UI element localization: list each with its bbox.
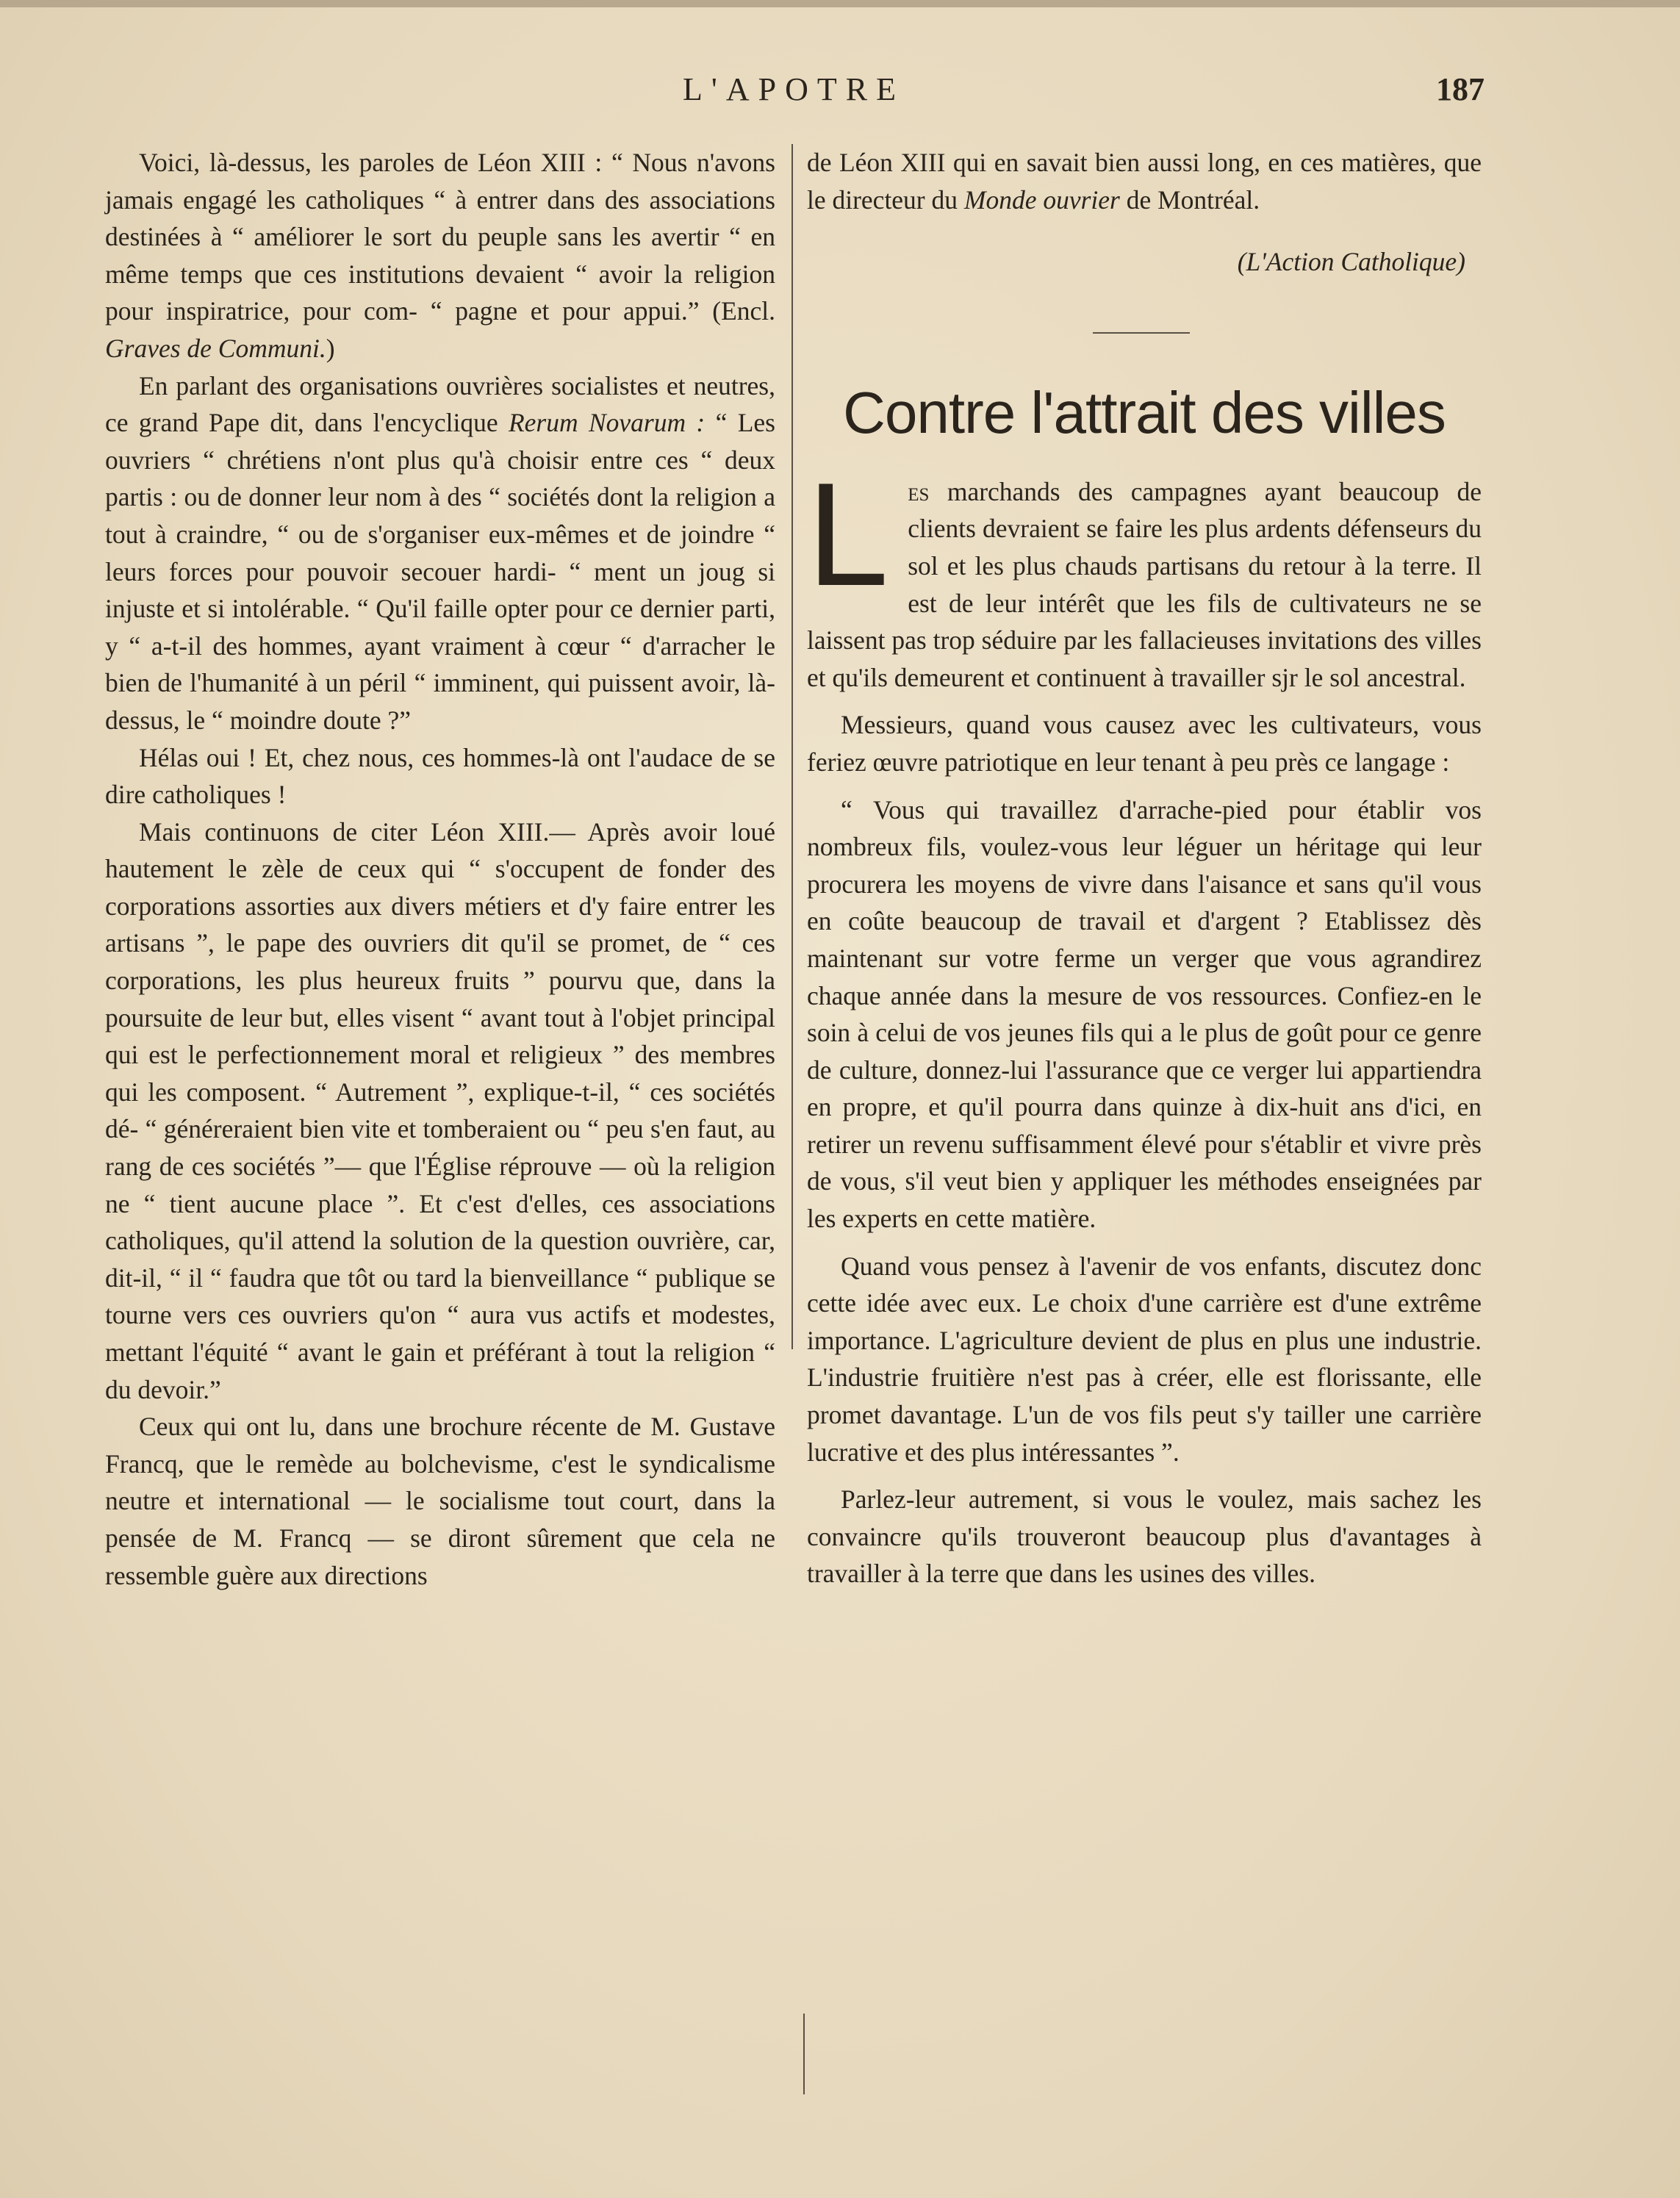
paragraph: Parlez-leur autrement, si vous le voulez, mais sachez les convaincre qu'ils trouveront beaucoup plus d'avantages à travailler à la terre que dans les usines des villes. [807,1484,1482,1589]
text: “ Les ouvriers “ chrétiens n'ont plus qu'à choisir entre ces “ deux partis : ou de donner leur nom à des “ sociétés dont la religion a tout à craindre, “ ou de s'organiser eux-mêmes et de joindre “ leurs forces pour pouvoir secouer hardi- “ ment un joug si injuste et si intolérable. “ Qu'il faille opter pour ce dernier parti, y “ a-t-il des hommes, ayant vraiment à cœur “ d'arracher le bien de l'humanité à un péril “ imminent, qui puissent avoir, là-dessus, le “ moindre doute ?” [105,408,775,735]
paragraph [807,144,1482,218]
paragraph [807,452,1482,697]
column-divider-lower [803,2014,805,2094]
paragraph: Messieurs, quand vous causez avec les cultivateurs, vous feriez œuvre patriotique en leur tenant à peu près ce langage : [807,710,1482,777]
italic-text: Graves de Communi. [105,333,326,363]
text: de Léon XIII qui en savait bien aussi long, en ces matières, que le directeur du [807,148,1482,215]
journal-title: L'APOTRE [683,71,905,107]
text: de Montréal. [1126,184,1260,215]
small-caps-text: es [908,476,930,506]
running-header [103,71,1485,115]
paragraph: “ Vous qui travaillez d'arrache-pied pour établir vos nombreux fils, voulez-vous leur léguer un héritage qui leur procurera les moyens de vivre dans l'aisance et sans qu'il vous en coûte beaucoup de travail et d'argent ? Etablissez dès maintenant sur votre ferme un verger que vous agrandirez chaque année dans la mesure de vos ressources. Confiez-en le soin à celui de vos jeunes fils qui a le plus de goût pour ce genre de culture, donnez-lui l'assurance que ce verger lui appartiendra en propre, et qu'il pourra dans quinze à dix-huit ans d'ici, en retirer un revenu suffisamment élevé pour s'établir et vivre près de vous, s'il veut bien y appliquer les méthodes enseignées par les experts en cette matière. [807,794,1482,1234]
right-column [807,144,1482,1592]
text: Voici, là-dessus, les paroles de Léon XIII : “ Nous n'avons jamais engagé les catholiques “ à entrer dans des associations destinées à “ améliorer le sort du peuple sans les avertir “ en même temps que ces institutions devaient “ avoir la religion pour inspiratrice, pour com- “ pagne et pour appui.” (Encl. [105,148,775,326]
paragraph: Ceux qui ont lu, dans une brochure récente de M. Gustave Francq, que le remède au bolchevisme, c'est le syndicalisme neutre et international — le socialisme tout court, dans la pensée de M. Francq — se diront sûrement que cela ne ressemble guère aux directions [105,1412,775,1590]
italic-text: Monde ouvrier [963,184,1120,215]
text: En parlant des organisations ouvrières socialistes et neutres, ce grand Pape dit, dans l'encyclique [105,370,775,438]
paragraph: Quand vous pensez à l'avenir de vos enfants, discutez donc cette idée avec eux. Le choix d'une carrière est d'une extrême importance. L'agriculture devient de plus en plus une industrie. L'industrie fruitière n'est pas à créer, elle est florissante, elle promet davantage. L'un de vos fils peut s'y tailler une carrière lucrative et des plus intéressantes ”. [807,1251,1482,1467]
paragraph [105,144,775,367]
article-title: Contre l'attrait des villes [843,379,1446,445]
paragraph [105,367,775,739]
source-attribution: (L'Action Catholique) [1237,247,1465,277]
column-divider [791,144,793,1349]
left-column [105,144,775,1594]
page-number: 187 [1436,71,1485,107]
paragraph: Mais continuons de citer Léon XIII.— Après avoir loué hautement le zèle de ceux qui “ s'occupent de fonder des corporations assorties aux divers métiers et d'y faire entrer les artisans ”, le pape des ouvriers dit qu'il se promet, de “ ces corporations, les plus heureux fruits ” pourvu que, dans la poursuite de leur but, elles visent “ avant tout à l'objet principal qui est le perfectionnement moral et religieux ” des membres qui les composent. “ Autrement ”, explique-t-il, “ ces sociétés dé- “ généreraient bien vite et tomberaient ou “ peu s'en faut, au rang de ces sociétés ”— que l'Église réprouve — où la religion ne “ tient aucune place ”. Et c'est d'elles, ces associations catholiques, qu'il attend la solution de la question ouvrière, car, dit-il, “ il “ faudra que tôt ou tard la bienveillance “ publique se tourne vers ces ouvriers qu'on “ aura vus actifs et modestes, mettant l'équité “ avant le gain et préférant à tout la religion “ du devoir.” [105,816,775,1404]
section-separator [1093,332,1190,334]
text: marchands des campagnes ayant beaucoup de clients devraient se faire les plus ardents défenseurs du sol et les plus chauds partisans du retour à la terre. Il est de leur intérêt que les fils de cultivateurs ne se laissent pas trop séduire par les fallacieuses invitations des villes et qu'ils demeurent et continuent à travailler sjr le sol ancestral. [807,476,1482,692]
drop-cap: L [807,452,889,617]
text: ) [326,333,335,363]
italic-text: Rerum Novarum : [508,408,706,438]
paragraph: Hélas oui ! Et, chez nous, ces hommes-là ont l'audace de se dire catholiques ! [105,742,775,810]
